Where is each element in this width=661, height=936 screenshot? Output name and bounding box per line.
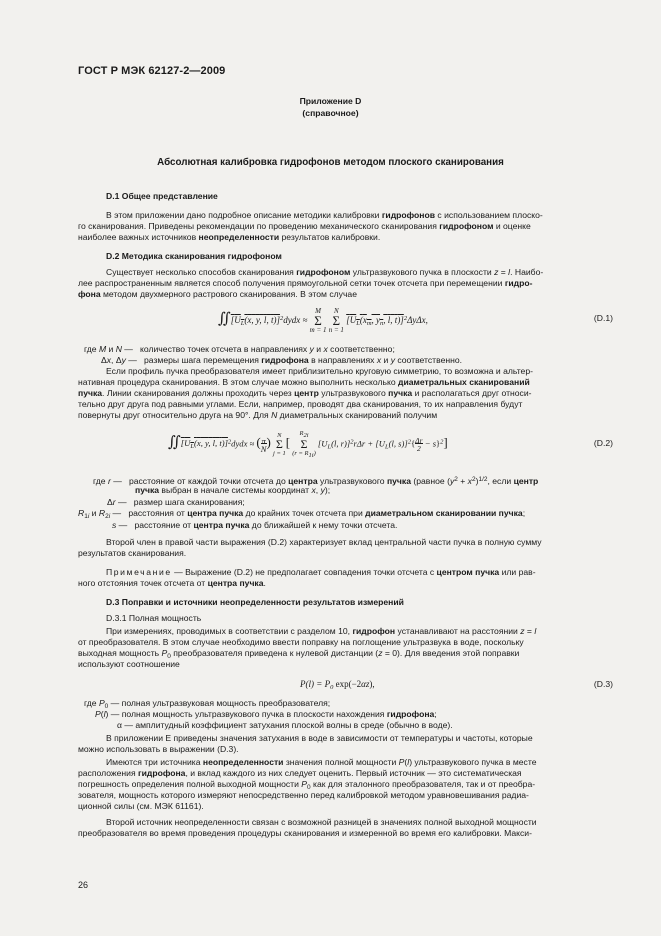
where2-line-5: s — расстояние от центра пучка до ближайшей к нему точки отсчета. [112, 520, 398, 530]
where1-line-2: Δx, Δy — размеры шага перемещения гидрофона в направлениях x и y соответственно. [101, 355, 463, 365]
d1-line-2: го сканирования. Приведены рекомендации по проведению механического сканирования гидрофоном и оценке [78, 221, 531, 231]
where1-line-1: где M и N — количество точек отсчета в направлениях y и x соответственно; [84, 344, 395, 354]
appendix-type: (справочное) [302, 108, 359, 118]
d3-p3-line-2: расположения гидрофона, и вклад каждого из них следует оценить. Первый источник — это систематическая [78, 768, 522, 778]
d2-p2-line-3: пучка. Линии сканирования должны проходить через центр ультразвукового пучка и располагаться друг относи- [78, 388, 532, 398]
d3-p2-line-1: В приложении E приведены значения затухания в воде в зависимости от температуры и частоты, которые [106, 733, 533, 743]
equation-d1: $∬[U_L(x$, y, l, t)]$^2$dydx ≈ M Σ m = 1 N Σ n = 1 [$U_L(x_m$, $y_n$, l, t)]$^2$ΔyΔx, [218, 307, 428, 334]
d3-p3-line-1: Имеются три источника неопределенности значения полной мощности P(l) ультразвукового пучка в месте [106, 757, 537, 767]
d2-p1-line-3: фона методом двухмерного растрового сканирования. В этом случае [78, 289, 357, 299]
where3-line-1: где $P_0$ — полная ультразвуковая мощность преобразователя; [84, 698, 331, 710]
d3-p1-line-4: используют соотношение [78, 659, 180, 669]
equation-d3-number: (D.3) [593, 679, 613, 689]
where2-line-1: где r — расстояние от каждой точки отсчета до центра ультразвукового пучка (равное $(y^2 + x^2)^{1/2}$, если центр [93, 476, 539, 486]
d3-p1-line-3: выходная мощность $P_0$ преобразователя приведена к нулевой дистанции (z = 0). Для введения этой поправки [78, 648, 520, 660]
d3-p1-line-2: от преобразователя. В этом случае необходимо ввести поправку на поглощение ультразвука в воде, поскольку [78, 637, 524, 647]
where2-line-2: пучка выбран в начале системы координат x, y); [135, 485, 331, 495]
section-d2-heading: D.2 Методика сканирования гидрофоном [106, 251, 282, 261]
d3-p4-line-2: преобразователя во время проведения процедуры сканирования и измеренной во время его калибровки. Макси- [78, 828, 532, 838]
d2-p1-line-1: Существует несколько способов сканирования гидрофоном ультразвукового пучка в плоскости z = l. Наибо- [106, 267, 544, 277]
d2-p3-line-2: результатов сканирования. [78, 548, 187, 558]
d2-p2-line-2: нативная процедура сканирования. В этом случае можно выполнить несколько диаметральных сканирований [78, 377, 530, 387]
d2-p1-line-2: лее распространенным является способ получения прямоугольной сетки точек отсчета при перемещении гидро- [78, 278, 533, 288]
note-line-2: ного отстояния точек отсчета от центра пучка. [78, 578, 266, 588]
where3-line-3: α — амплитудный коэффициент затухания плоской волны в среде (обычно в воде). [117, 720, 453, 730]
where2-line-3: Δr — размер шага сканирования; [107, 497, 245, 507]
d2-p3-line-1: Второй член в правой части выражения (D.2) характеризует вклад центральной части пучка в полную сумму [106, 537, 542, 547]
where3-line-2: P(l) — полная мощность ультразвукового пучка в плоскости нахождения гидрофона; [95, 709, 437, 719]
d3-p3-line-3: погрешность определения полной выходной мощности $P_0$ как для эталонного преобразователя, так и от преобра- [78, 779, 536, 791]
equation-d2: $∬[U_L(x$, y, l, t)]$^2$dydx ≈ (π N) N Σ j = 1[ $R_{2i}$ Σ $(r = R_{1i})$ [$U_L(l$, $r)]^2r\Delta r + [U_L(l$, s)]$^2${Δr 2 − s}$^2$] [168, 430, 448, 459]
d1-line-3: наиболее важных источников неопределенности результатов калибровки. [78, 232, 381, 242]
d1-line-1: В этом приложении дано подробное описание методики калибровки гидрофонов с использованием плоско- [106, 210, 543, 220]
equation-d3: $P(l) = P_0$ exp(−2αz), [300, 679, 375, 691]
page-title: Абсолютная калибровка гидрофонов методом плоского сканирования [157, 157, 504, 168]
d2-p2-line-5: повернуты друг относительно друга на 90°. Для N диаметральных сканирований получим [78, 410, 438, 420]
subsection-d31: D.3.1 Полная мощность [106, 613, 202, 623]
section-d3-heading: D.3 Поправки и источники неопределенности результатов измерений [106, 597, 404, 607]
equation-d2-number: (D.2) [593, 438, 613, 448]
d3-p1-line-1: При измерениях, проводимых в соответствии с разделом 10, гидрофон устанавливают на расстоянии z = l [106, 626, 537, 636]
page-number: 26 [78, 880, 89, 890]
document-header: ГОСТ Р МЭК 62127-2—2009 [78, 65, 226, 77]
d3-p3-line-5: ционной силы (см. МЭК 61161). [78, 801, 204, 811]
d3-p2-line-2: можно использовать в выражении (D.3). [78, 744, 239, 754]
note-line-1: Примечание — Выражение (D.2) не предполагает совпадения точки отсчета с центром пучка или рав- [106, 567, 536, 577]
where2-line-4: $R_{1i}$ и $R_{2i}$ — расстояния от центра пучка до крайних точек отсчета при диаметральном сканировании пучка; [78, 508, 526, 520]
section-d1-heading: D.1 Общее представление [106, 191, 218, 201]
appendix-label: Приложение D [299, 96, 362, 106]
d3-p3-line-4: зователя, мощность которого измеряют непосредственно перед калибровкой методом уравновешивания радиа- [78, 790, 529, 800]
d2-p2-line-4: тельно друг друга под равными углами. Если, например, проводят два сканирования, то их направления будут [78, 399, 523, 409]
d3-p4-line-1: Второй источник неопределенности связан с возможной разницей в значениях полной выходной мощности [106, 817, 537, 827]
d2-p2-line-1: Если профиль пучка преобразователя имеет приблизительно круговую симметрию, то возможна и альтер- [106, 366, 533, 376]
equation-d1-number: (D.1) [593, 313, 613, 323]
